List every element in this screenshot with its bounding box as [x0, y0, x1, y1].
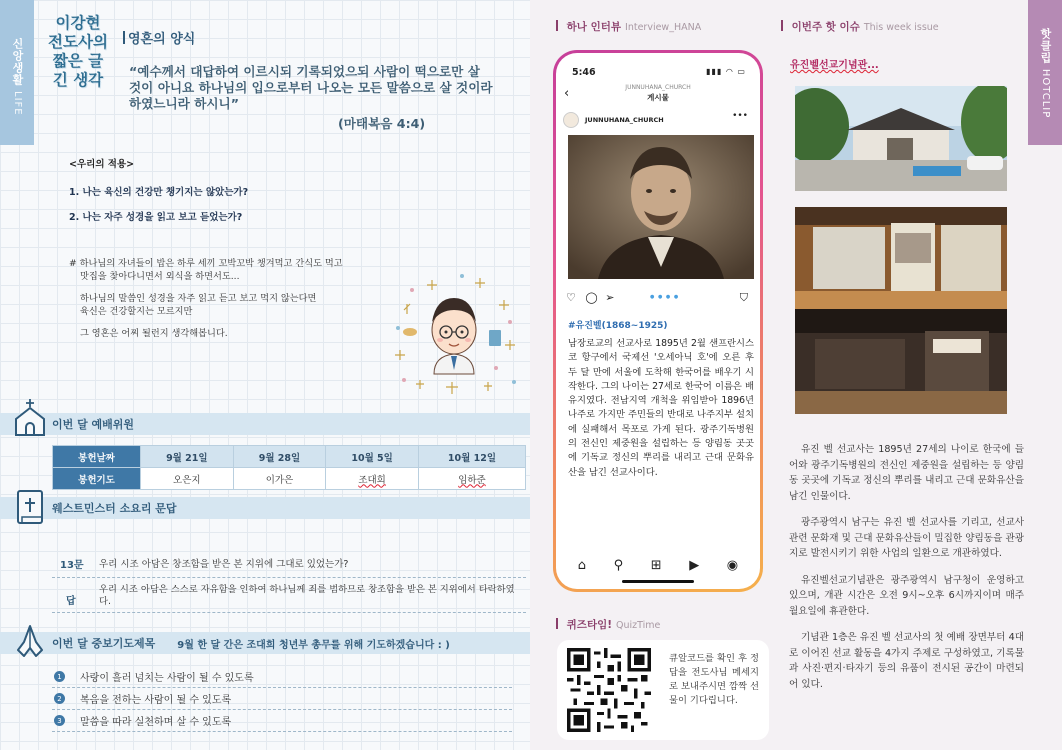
post-hashtag[interactable]: #유진벨(1868~1925): [568, 321, 668, 331]
application-item: 1. 나는 육신의 건강만 챙기지는 않았는가?: [69, 187, 249, 198]
interview-section-title: [556, 19, 701, 34]
column-title-line: 전도사의: [48, 33, 108, 51]
reflection-note: [69, 258, 394, 351]
bible-verse: “예수께서 대답하여 이르시되 기록되었으되 사람이 떡으로만 살 것이 아니요 하나님의 입으로부터 나오는 모든 말씀으로 살 것이라 하였느니라 하시니”: [129, 64, 493, 111]
post-page-title: 게시물: [647, 93, 669, 102]
table-cell: 오은지: [141, 468, 234, 490]
divider: [52, 612, 526, 613]
table-row: [53, 468, 526, 490]
note-line: 그 영혼은 어찌 될런지 생각해봅니다.: [80, 328, 228, 339]
question-number: 13문: [60, 560, 84, 571]
application-title: <우리의 적용>: [69, 159, 135, 170]
catechism-section-bar: [0, 497, 530, 519]
article-paragraph: 기념관 1층은 유진 벨 선교사의 첫 예배 장면부터 4대로 이어진 선교 활동을 4가지 주제로 구성하였고, 기록물과 사진·편지·타자기 등의 유품이 전시된 공간이 마련되어 있다.: [789, 632, 1024, 690]
bottom-navigation: [556, 558, 760, 573]
answer-text: 우리 시조 아담은 스스로 자유함을 인하여 하나님께 죄를 범하므로 창조함을 받은 본 지위에서 타락하였다.: [99, 584, 515, 607]
issue-headline: 유진벨선교기념관...: [790, 60, 879, 71]
quiz-instructions: 큐알코드를 확인 후 정답을 전도사님 메세지로 보내주시면 깜짝 선물이 기다립니다.: [669, 653, 759, 706]
post-account-header: JUNNUHANA_CHURCH: [625, 84, 691, 91]
carousel-dots: ● ● ● ●: [650, 294, 680, 300]
qr-code[interactable]: [565, 648, 653, 732]
answer-label: 답: [66, 596, 76, 607]
note-line: 육신은 건강할지는 모르지만: [80, 305, 193, 317]
table-cell: 임하준: [418, 468, 525, 490]
table-header-cell: 봉헌날짜: [53, 446, 141, 468]
prayer-list: [52, 666, 512, 732]
phone-mockup: [553, 50, 763, 592]
more-options-icon[interactable]: •••: [732, 111, 748, 121]
right-tab-label: 핫클립: [1039, 28, 1052, 64]
article-paragraph: 유진벨선교기념관은 광주광역시 남구청이 운영하고 있으며, 개관 시간은 오전 9시~오후 6시까지이며 매주 월요일에 휴관한다.: [789, 574, 1024, 617]
table-header-cell: 봉헌기도: [53, 468, 141, 490]
table-cell: 10월 12일: [418, 446, 525, 468]
bookmark-icon[interactable]: ⛉: [739, 291, 748, 304]
table-cell: 10월 5일: [326, 446, 419, 468]
exhibition-entrance-photo: [795, 309, 1007, 414]
note-line: 맛집을 찾아다니면서 외식을 하면서도...: [80, 270, 240, 282]
prayer-focus-note: 9월 한 달 간은 조대희 청년부 총무를 위해 기도하겠습니다 : ): [177, 639, 450, 651]
prayer-section-bar: [0, 632, 530, 654]
prayer-item-text: 말씀을 따라 실천하며 살 수 있도록: [80, 717, 232, 728]
table-cell: 9월 28일: [233, 446, 326, 468]
worship-section-title: 이번 달 예배위원: [52, 418, 135, 431]
instagram-post: [556, 53, 760, 589]
table-row: [53, 446, 526, 468]
comment-icon[interactable]: ◯: [585, 291, 598, 304]
table-cell: 이가은: [233, 468, 326, 490]
status-time: 5:46: [572, 67, 596, 78]
issue-section-title: [781, 19, 939, 34]
post-caption: 남장로교의 선교사로 1895년 2월 샌프란시스코 항구에서 국제선 '오세아닉 호'에 오른 후 두 달 만에 서울에 도착해 한국어를 배우기 시작한다. 그의 나이는 27세로 한국어 이름은 배유지였다. 전남지역 개척을 위임받아 1896년 나주로 가지만 주민들의 반대로 나주지부 설치에 실패해서 목포로 가게 된다. 광주기독병원의 전신인 제중원을 설립하는 등 양림동 곳곳에 기독교 정신의 뿌리를 내리고 근대 문화유산을 남긴 선교사이다.: [568, 338, 754, 478]
praying-hands-icon: [12, 620, 48, 660]
quiz-title-en: QuizTime: [616, 620, 661, 631]
quiz-box: [557, 640, 769, 740]
pastor-illustration: [392, 270, 520, 400]
quiz-title: 퀴즈타임!: [566, 619, 613, 631]
right-tab-label-en: HOTCLIP: [1040, 68, 1051, 119]
exhibition-hall-photo: [795, 207, 1007, 312]
post-actions: [566, 291, 748, 305]
list-number-badge: 3: [54, 715, 65, 726]
interview-title: 하나 인터뷰: [566, 21, 622, 33]
add-post-icon[interactable]: ⊞: [650, 558, 662, 573]
article-paragraph: 광주광역시 남구는 유진 벨 선교사를 기리고, 선교사 관련 문화재 및 근대 문화유산들이 밀집한 양림동을 관광지로 발전시키기 위한 사업의 일환으로 개관하였다.: [789, 517, 1024, 559]
catechism-section-title: 웨스트민스터 소요리 문답: [52, 502, 177, 515]
column-title: [44, 14, 112, 90]
issue-article: [789, 442, 1024, 703]
column-title-line: 긴 생각: [52, 71, 104, 89]
memorial-hall-exterior-photo: [795, 86, 1007, 191]
home-indicator: [622, 580, 694, 583]
note-line: # 하나님의 자녀들이 밥은 하루 세끼 꼬박꼬박 챙겨먹고 간식도 먹고: [69, 258, 343, 269]
left-side-tab: [0, 0, 34, 145]
list-number-badge: 1: [54, 671, 65, 682]
left-page: [0, 0, 530, 750]
list-item: [52, 688, 512, 710]
portrait-photo: [568, 135, 754, 279]
profile-icon[interactable]: ◉: [726, 558, 739, 573]
worship-section-bar: [0, 413, 530, 435]
left-tab-label-en: LIFE: [12, 90, 23, 116]
share-icon[interactable]: ➢: [605, 291, 615, 304]
column-title-line: 짧은 글: [52, 52, 104, 70]
church-icon: [12, 397, 48, 437]
list-number-badge: 2: [54, 693, 65, 704]
reels-icon[interactable]: ▶: [689, 558, 700, 573]
verse-reference: (마태복음 4:4): [338, 116, 426, 131]
list-item: [52, 710, 512, 732]
article-paragraph: 유진 벨 선교사는 1895년 27세의 나이로 한국에 들어와 광주기독병원의 전신인 제중원을 설립하는 등 양림동 곳곳에 기독교 정신의 뿌리를 내리고 근대 문화유산을 남긴 인물이다.: [789, 444, 1024, 502]
table-cell: 조대희: [326, 468, 419, 490]
list-item: [52, 666, 512, 688]
home-icon[interactable]: ⌂: [577, 558, 587, 573]
back-arrow-icon[interactable]: ‹: [564, 86, 570, 101]
avatar: [563, 112, 579, 128]
post-author[interactable]: [563, 112, 664, 128]
issue-title: 이번주 핫 이슈: [791, 21, 860, 33]
application-item: 2. 나는 자주 성경을 읽고 보고 듣었는가?: [69, 212, 243, 223]
column-title-line: 이강현: [55, 14, 101, 32]
prayer-item-text: 복음을 전하는 사람이 될 수 있도록: [80, 695, 232, 706]
bible-icon: [12, 487, 48, 527]
right-side-tab: [1028, 0, 1062, 145]
status-icons: ▮▮▮ ◠ ▭: [706, 67, 746, 76]
left-tab-label: 신앙생활: [11, 38, 24, 86]
prayer-item-text: 사랑이 흘러 넘치는 사람이 될 수 있도록: [80, 673, 254, 684]
note-line: 하나님의 말씀인 성경을 자주 읽고 듣고 보고 먹지 않는다면: [80, 293, 317, 304]
post-username: JUNNUHANA_CHURCH: [585, 116, 664, 124]
like-icon[interactable]: ♡: [566, 291, 576, 304]
interview-title-en: Interview_HANA: [625, 22, 702, 33]
search-icon[interactable]: ⚲: [613, 558, 624, 573]
prayer-section-title: 이번 달 중보기도제목: [52, 637, 156, 650]
divider: [52, 577, 526, 578]
quiz-section-title: [556, 617, 660, 632]
issue-title-en: This week issue: [863, 22, 939, 33]
table-cell: 9월 21일: [141, 446, 234, 468]
question-text: 우리 시조 아담은 창조함을 받은 본 지위에 그대로 있었는가?: [99, 559, 349, 570]
section-title: 영혼의 양식: [123, 28, 195, 47]
worship-table: [52, 445, 526, 490]
